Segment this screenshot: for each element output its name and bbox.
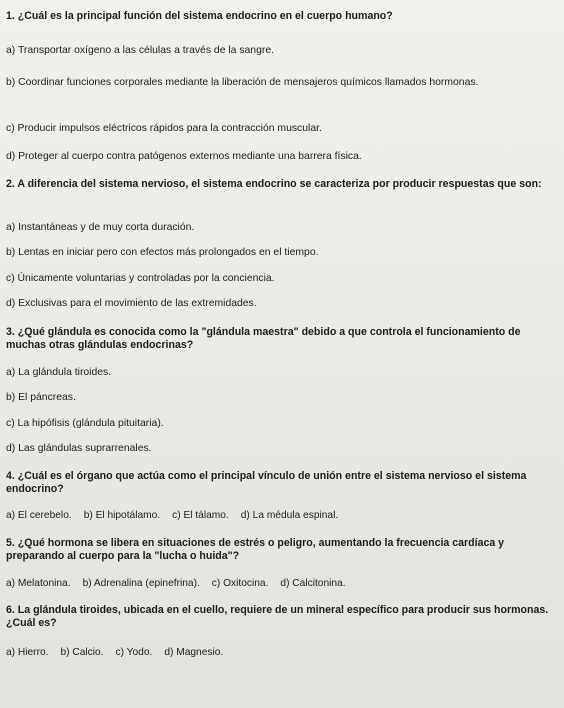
question-3-option-c: c) La hipófisis (glándula pituitaria). [6,418,164,429]
question-1-option-b: b) Coordinar funciones corporales mediante la liberación de mensajeros químicos llamados hormonas. [6,77,479,88]
question-6-option-d: d) Magnesio. [164,647,224,658]
question-6-option-c: c) Yodo. [115,647,153,658]
question-5-option-d: d) Calcitonina. [280,578,346,589]
question-3-option-b: b) El páncreas. [6,392,76,403]
question-3: 3. ¿Qué glándula es conocida como la "glándula maestra" debido a que controla el funcionamiento de muchas otras glándulas endocrinas? [6,326,521,351]
question-6-options [6,646,560,659]
question-5-option-a: a) Melatonina. [6,578,71,589]
question-6-option-a: a) Hierro. [6,647,49,658]
question-1-option-a: a) Transportar oxígeno a las células a través de la sangre. [6,45,274,56]
question-5-option-b: b) Adrenalina (epinefrina). [82,578,200,589]
question-5: 5. ¿Qué hormona se libera en situaciones de estrés o peligro, aumentando la frecuencia cardíaca y preparando al cuerpo para la "lucha o huida"? [6,537,505,562]
question-1-option-c: c) Producir impulsos eléctricos rápidos para la contracción muscular. [6,123,322,134]
question-5-option-c: c) Oxitocina. [211,578,269,589]
question-3-option-a: a) La glándula tiroides. [6,367,112,378]
question-3-option-d: d) Las glándulas suprarrenales. [6,443,152,454]
question-2-option-b: b) Lentas en iniciar pero con efectos más prolongados en el tiempo. [6,247,319,258]
question-4-option-a: a) El cerebelo. [6,510,72,521]
question-1-option-d: d) Proteger al cuerpo contra patógenos externos mediante una barrera física. [6,151,362,162]
question-2-option-c: c) Únicamente voluntarias y controladas por la conciencia. [6,273,275,284]
question-4-option-d: d) La médula espinal. [240,510,339,521]
question-4: 4. ¿Cuál es el órgano que actúa como el principal vínculo de unión entre el sistema nervioso el sistema endocrino? [6,470,527,495]
question-4-option-b: b) El hipotálamo. [83,510,161,521]
question-2-option-a: a) Instantáneas y de muy corta duración. [6,222,195,233]
question-5-options [6,577,560,590]
question-2: 2. A diferencia del sistema nervioso, el sistema endocrino se caracteriza por producir respuestas que son: [6,178,542,190]
question-4-option-c: c) El tálamo. [172,510,229,521]
question-1: 1. ¿Cuál es la principal función del sistema endocrino en el cuerpo humano? [6,10,393,22]
question-2-option-d: d) Exclusivas para el movimiento de las extremidades. [6,298,257,309]
question-6: 6. La glándula tiroides, ubicada en el cuello, requiere de un mineral específico para producir sus hormonas. ¿Cuál es? [6,604,549,629]
question-6-option-b: b) Calcio. [60,647,104,658]
question-4-options [6,509,560,522]
